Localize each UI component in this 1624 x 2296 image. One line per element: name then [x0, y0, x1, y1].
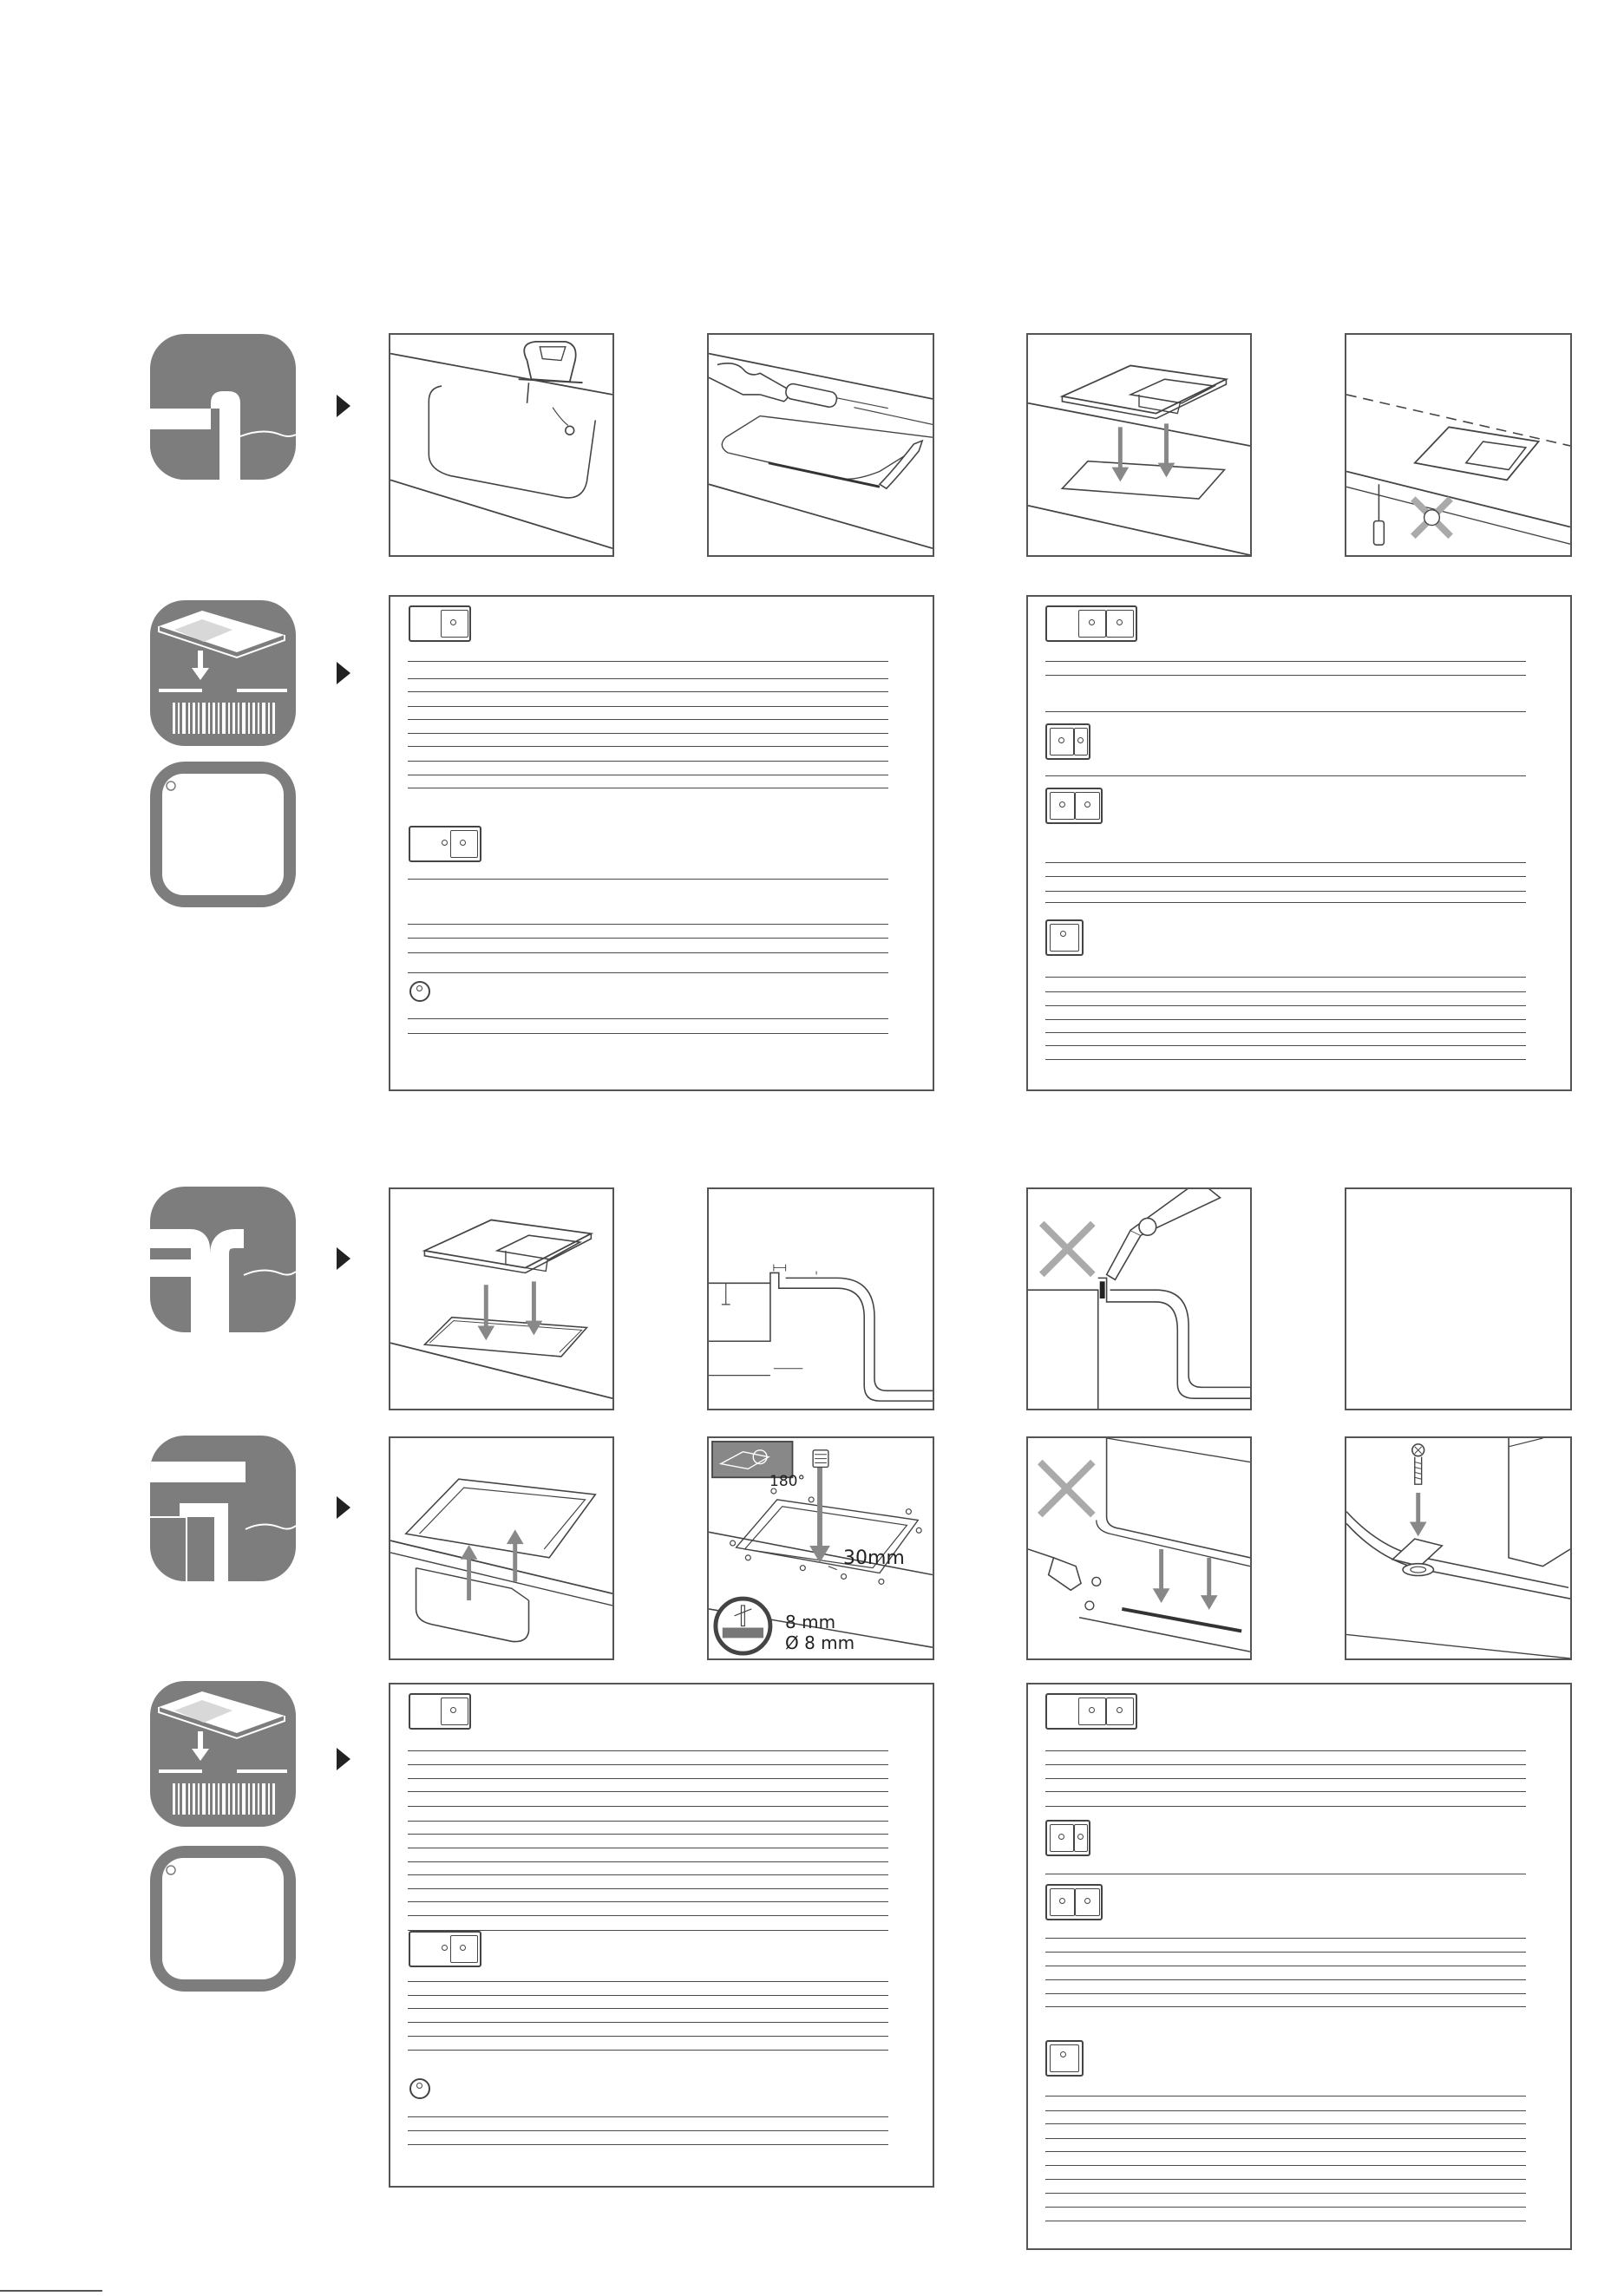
rotation-label: 180° [769, 1473, 805, 1490]
illustration-apply-sealant [707, 333, 934, 557]
flush-profile-badge [150, 1187, 296, 1332]
illustration-cut-worktop [389, 333, 614, 557]
footer-rule [0, 2290, 102, 2292]
blank-panel [1345, 1187, 1572, 1410]
frame-badge-2 [150, 1846, 296, 1992]
double-bowl-sink-icon [1045, 605, 1137, 642]
single-bowl-sink-icon [409, 1693, 471, 1730]
diameter-label: Ø 8 mm [785, 1632, 855, 1653]
screwdriver-not-used-icon [1346, 335, 1570, 555]
screw-clamp-icon [1346, 1438, 1570, 1658]
flush-profile-icon [150, 1187, 296, 1332]
inset-profile-badge [150, 334, 296, 480]
play-arrow-icon [337, 1748, 350, 1770]
illustration-worktop-profile [707, 1187, 934, 1410]
illustration-no-sealant-bottom [1026, 1436, 1252, 1660]
undermount-profile-icon [150, 1436, 296, 1581]
sink-drop-in-icon [390, 1189, 612, 1409]
product-label-badge [150, 600, 296, 746]
illustration-screw-clamp [1345, 1436, 1572, 1660]
bowl-drainer-sink-icon [409, 1931, 481, 1967]
sink-insertion-icon [1028, 335, 1250, 555]
undermount-profile-badge [150, 1436, 296, 1581]
twin-bowl-sink-icon [1045, 1884, 1103, 1920]
one-and-half-bowl-icon [1045, 723, 1090, 760]
illustration-drill-holes [707, 1436, 934, 1660]
illustration-insert-sink [1026, 333, 1252, 557]
frame-outline-icon [150, 1846, 296, 1992]
sealant-bottom-icon [1028, 1438, 1250, 1658]
worktop-profile-icon [709, 1189, 933, 1409]
illustration-no-sealant-top [1026, 1187, 1252, 1410]
double-bowl-sink-icon [1045, 1693, 1137, 1730]
one-and-half-bowl-icon [1045, 1820, 1090, 1856]
product-barcode-icon [150, 1681, 296, 1827]
twin-bowl-sink-icon [1045, 788, 1103, 824]
illustration-undermount-sink [389, 1436, 614, 1660]
instruction-panel-right-2 [1026, 1683, 1572, 2250]
compact-sink-icon [1045, 919, 1084, 956]
undermount-sink-icon [390, 1438, 612, 1658]
depth-label: 8 mm [785, 1612, 836, 1632]
round-sink-icon [409, 981, 430, 1002]
frame-outline-icon [150, 762, 296, 907]
sealant-not-allowed-icon [1028, 1189, 1250, 1409]
bowl-drainer-sink-icon [409, 826, 481, 862]
sealant-application-icon [709, 335, 933, 555]
compact-sink-icon [1045, 2040, 1084, 2077]
instruction-panel-left-1 [389, 595, 934, 1091]
jigsaw-cutting-icon [390, 335, 612, 555]
instruction-panel-left-2 [389, 1683, 934, 2188]
product-barcode-icon [150, 600, 296, 746]
illustration-sink-drop-in [389, 1187, 614, 1410]
instruction-panel-right-1 [1026, 595, 1572, 1091]
product-label-badge-2 [150, 1681, 296, 1827]
play-arrow-icon [337, 1247, 350, 1270]
play-arrow-icon [337, 395, 350, 417]
play-arrow-icon [337, 662, 350, 684]
round-sink-icon [409, 2078, 430, 2099]
worktop-profile-icon [150, 334, 296, 480]
offset-label: 30mm [843, 1547, 905, 1569]
single-bowl-sink-icon [409, 605, 471, 642]
play-arrow-icon [337, 1496, 350, 1519]
illustration-no-screwdriver [1345, 333, 1572, 557]
frame-badge [150, 762, 296, 907]
